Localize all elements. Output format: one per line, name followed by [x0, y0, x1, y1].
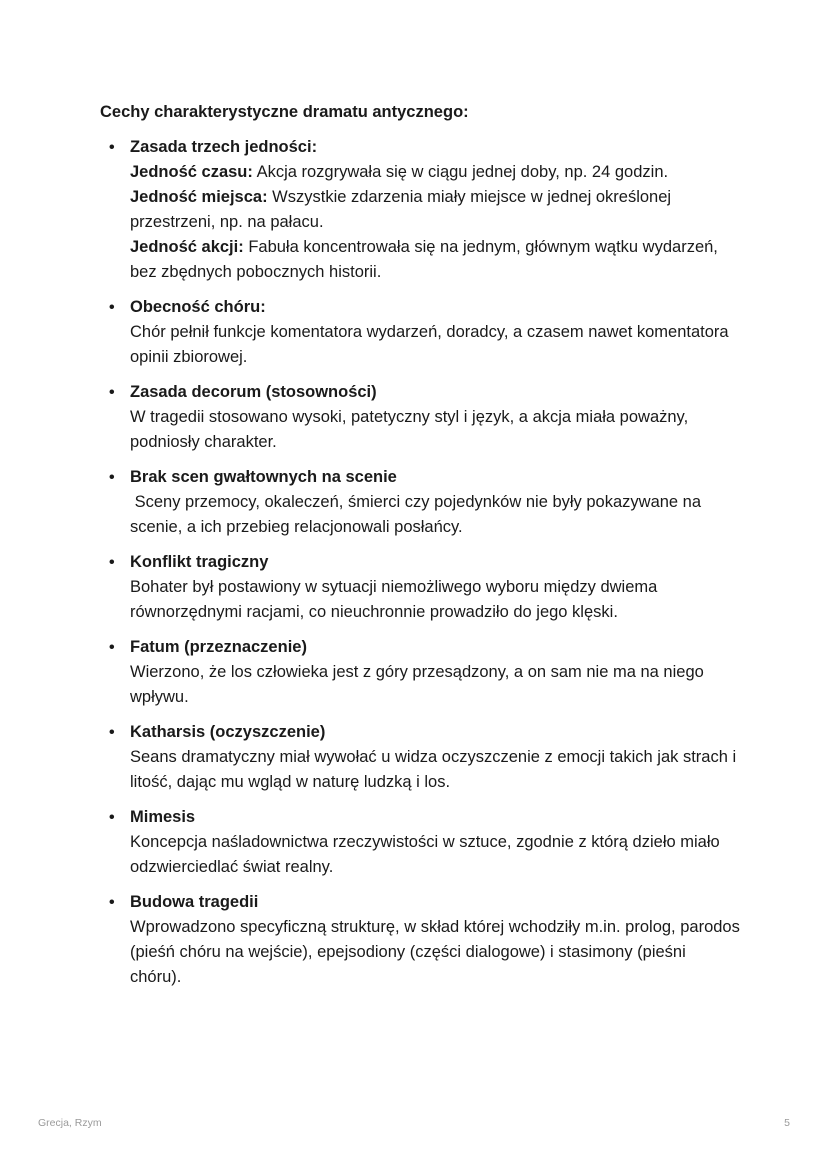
bullet-icon: •: [109, 894, 115, 911]
section-heading: Cechy charakterystyczne dramatu antycznego:: [100, 103, 469, 121]
item-title: Budowa tragedii: [130, 893, 259, 911]
sub-item-time: [130, 160, 740, 185]
bullet-icon: •: [109, 724, 115, 741]
item-text: W tragedii stosowano wysoki, patetyczny styl i język, a akcja miała poważny, podniosły charakter.: [130, 408, 689, 451]
bullet-icon: •: [109, 299, 115, 316]
item-text: Sceny przemocy, okaleczeń, śmierci czy pojedynków nie były pokazywane na scenie, a ich przebieg relacjonowali posłańcy.: [130, 493, 702, 536]
item-text: Wprowadzono specyficzną strukturę, w skład której wchodziły m.in. prolog, parodos (pieśń chóru na wejście), epejsodiony (części dialogowe) i stasimony (pieśni chóru).: [130, 918, 740, 986]
features-list: [100, 135, 740, 990]
item-title: Konflikt tragiczny: [130, 553, 269, 571]
footer-section-title: Grecja, Rzym: [38, 1117, 102, 1129]
item-title: Fatum (przeznaczenie): [130, 638, 307, 656]
sub-label: Jedność akcji:: [130, 238, 244, 256]
bullet-icon: •: [109, 639, 115, 656]
item-text: Koncepcja naśladownictwa rzeczywistości w sztuce, zgodnie z którą dzieło miało odzwierciedlać świat realny.: [130, 833, 720, 876]
bullet-icon: •: [109, 384, 115, 401]
page-number: 5: [784, 1117, 790, 1129]
item-title: Brak scen gwałtownych na scenie: [130, 468, 397, 486]
list-item-three-unities: [100, 135, 740, 285]
item-text: Bohater był postawiony w sytuacji niemożliwego wyboru między dwiema równorzędnymi racjami, co nieuchronnie prowadziło do jego klęski.: [130, 578, 658, 621]
bullet-icon: •: [109, 469, 115, 486]
item-title: Mimesis: [130, 808, 196, 826]
bullet-icon: •: [109, 139, 115, 156]
item-text: Wierzono, że los człowieka jest z góry przesądzony, a on sam nie ma na niego wpływu.: [130, 663, 704, 706]
list-item-tragedy-structure: [100, 890, 740, 990]
sub-item-action: [130, 235, 740, 285]
list-item-no-violence: [100, 465, 740, 540]
sub-text: Wszystkie zdarzenia miały miejsce w jednej określonej przestrzeni, np. na pałacu.: [130, 188, 672, 231]
sub-label: Jedność czasu:: [130, 163, 253, 181]
item-text: Chór pełnił funkcje komentatora wydarzeń, doradcy, a czasem nawet komentatora opinii zbiorowej.: [130, 323, 729, 366]
item-title: Obecność chóru:: [130, 298, 266, 316]
list-item-tragic-conflict: [100, 550, 740, 625]
list-item-katharsis: [100, 720, 740, 795]
bullet-icon: •: [109, 809, 115, 826]
bullet-icon: •: [109, 554, 115, 571]
sub-item-place: [130, 185, 740, 235]
item-title: Zasada trzech jedności:: [130, 138, 318, 156]
sub-label: Jedność miejsca:: [130, 188, 268, 206]
list-item-mimesis: [100, 805, 740, 880]
list-item-fatum: [100, 635, 740, 710]
list-item-chorus: [100, 295, 740, 370]
sub-text: Fabuła koncentrowała się na jednym, głównym wątku wydarzeń, bez zbędnych pobocznych historii.: [130, 238, 718, 281]
item-title: Katharsis (oczyszczenie): [130, 723, 326, 741]
item-text: Seans dramatyczny miał wywołać u widza oczyszczenie z emocji takich jak strach i litość, dając mu wgląd w naturę ludzką i los.: [130, 748, 737, 791]
sub-text: Akcja rozgrywała się w ciągu jednej doby, np. 24 godzin.: [252, 163, 669, 181]
document-page: [100, 100, 740, 1000]
item-title: Zasada decorum (stosowności): [130, 383, 377, 401]
list-item-decorum: [100, 380, 740, 455]
